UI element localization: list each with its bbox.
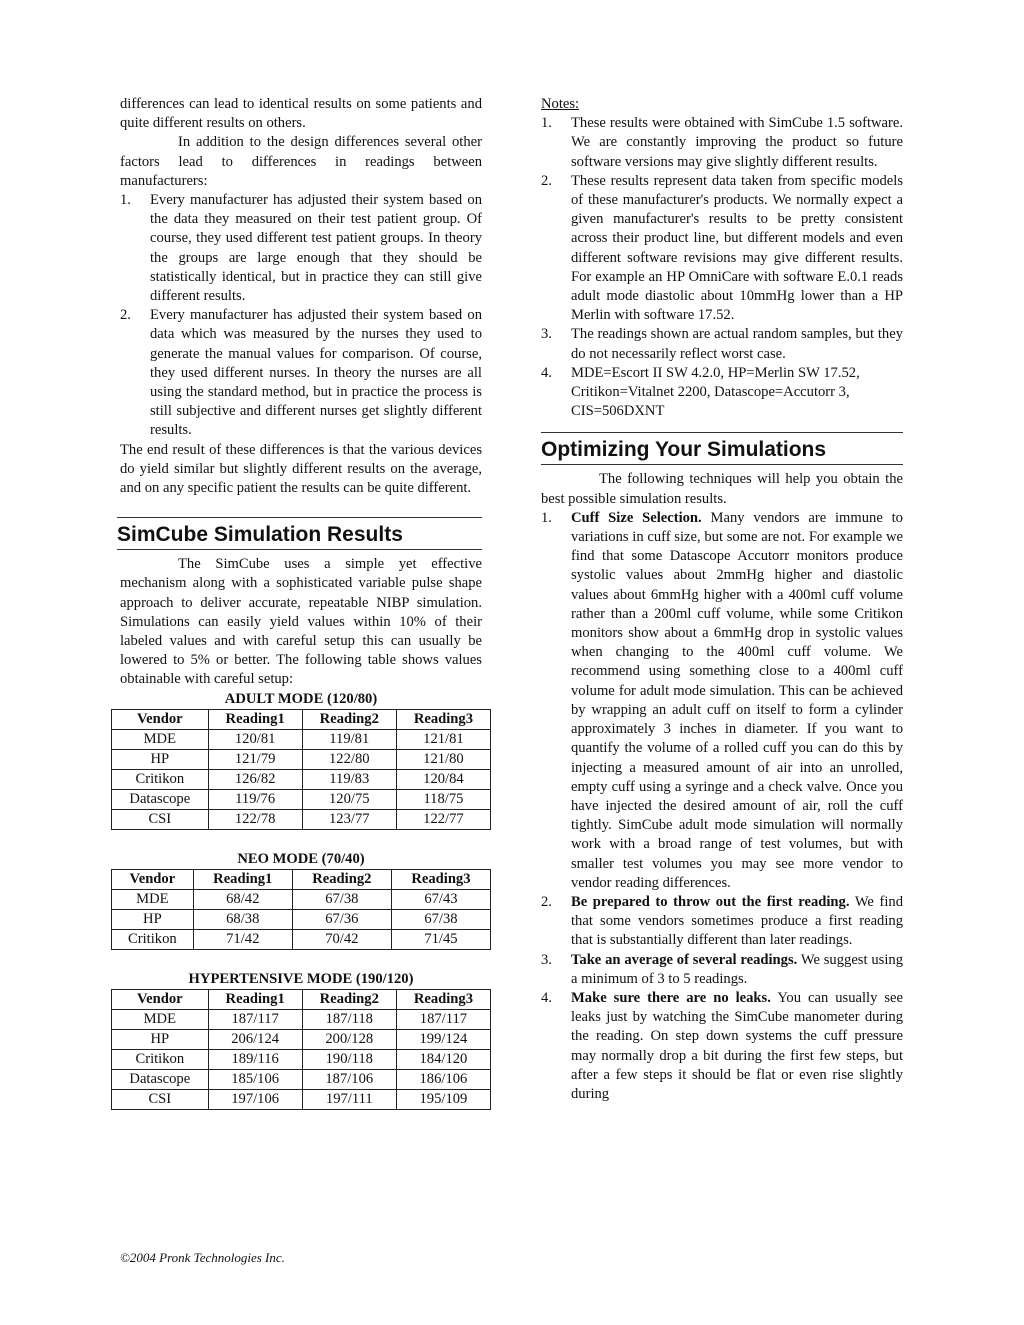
table-cell: 197/106: [208, 1090, 302, 1110]
results-table: [111, 709, 491, 830]
table-cell: HP: [112, 910, 194, 930]
tip-title: Be prepared to throw out the first reading.: [571, 893, 850, 910]
list-item: [120, 306, 482, 440]
list-number: 2.: [541, 172, 552, 189]
table-row: [112, 890, 491, 910]
notes-list: [541, 114, 903, 421]
table-cell: 67/38: [292, 890, 391, 910]
list-number: 3.: [541, 951, 552, 968]
list-text: The readings shown are actual random samples, but they do not necessarily reflect worst case.: [571, 326, 903, 362]
table-cell: HP: [112, 1030, 209, 1050]
tip-title: Take an average of several readings.: [571, 951, 798, 968]
results-table: [111, 869, 491, 950]
table-cell: 67/43: [391, 890, 490, 910]
table-cell: 185/106: [208, 1070, 302, 1090]
table-cell: Critikon: [112, 769, 209, 789]
notes-title: Notes:: [541, 96, 580, 112]
table-row: [112, 930, 491, 950]
list-text: These results were obtained with SimCube 1.5 software. We are constantly improving the product so future software versions may give slightly different results.: [571, 115, 903, 170]
table-cell: 120/84: [396, 769, 490, 789]
table-cell: CSI: [112, 809, 209, 829]
table-adult: [120, 690, 482, 830]
list-number: 2.: [541, 893, 552, 910]
list-number: 4.: [541, 989, 552, 1006]
table-cell: CSI: [112, 1090, 209, 1110]
table-cell: 195/109: [396, 1090, 490, 1110]
factors-paragraph: In addition to the design differences several other factors lead to differences in readings between manufacturers:: [120, 134, 482, 189]
table-caption: ADULT MODE (120/80): [224, 690, 378, 707]
column-header: Reading2: [292, 870, 391, 890]
table-cell: 68/38: [193, 910, 292, 930]
tips-list: [541, 509, 903, 1104]
table-cell: 122/78: [208, 809, 302, 829]
table-cell: 200/128: [302, 1030, 396, 1050]
table-cell: 120/81: [208, 729, 302, 749]
column-header: Reading1: [208, 709, 302, 729]
list-item: [541, 172, 903, 326]
list-text: Every manufacturer has adjusted their system based on the data they measured on their test patient group. Of course, they used different test patient groups. In theory the groups are large enough that they should be statistically identical, but in practice they can still give different results.: [150, 192, 482, 305]
right-column: [541, 95, 903, 1104]
table-cell: 190/118: [302, 1050, 396, 1070]
table-row: [112, 789, 491, 809]
table-cell: 126/82: [208, 769, 302, 789]
table-row: [112, 1030, 491, 1050]
table-row: [112, 1070, 491, 1090]
table-row: [112, 910, 491, 930]
list-number: 3.: [541, 326, 552, 343]
table-cell: 197/111: [302, 1090, 396, 1110]
table-row: [112, 1050, 491, 1070]
table-neo: [120, 850, 482, 950]
table-cell: 186/106: [396, 1070, 490, 1090]
table-header-row: [112, 990, 491, 1010]
footer-copyright: ©2004 Pronk Technologies Inc.: [120, 1250, 285, 1265]
table-cell: Critikon: [112, 930, 194, 950]
list-text: MDE=Escort II SW 4.2.0, HP=Merlin SW 17.52, Critikon=Vitalnet 2200, Datascope=Accutorr 3, CIS=506DXNT: [571, 364, 860, 420]
intro-paragraph: differences can lead to identical results on some patients and quite different results on others.: [120, 96, 482, 132]
table-cell: 187/118: [302, 1010, 396, 1030]
table-cell: 122/80: [302, 749, 396, 769]
list-item: [541, 509, 903, 893]
section-heading-optimizing: Optimizing Your Simulations: [541, 432, 903, 465]
table-cell: 71/45: [391, 930, 490, 950]
table-cell: 121/81: [396, 729, 490, 749]
end-result-paragraph: The end result of these differences is that the various devices do yield similar but slightly different results on the average, and on any specific patient the results can be quite different.: [120, 441, 482, 497]
table-row: [112, 749, 491, 769]
section-heading-results: SimCube Simulation Results: [117, 517, 482, 550]
table-caption: HYPERTENSIVE MODE (190/120): [188, 971, 414, 988]
table-cell: 189/116: [208, 1050, 302, 1070]
table-row: [112, 1010, 491, 1030]
table-cell: MDE: [112, 729, 209, 749]
list-number: 1.: [541, 509, 552, 526]
table-cell: 68/42: [193, 890, 292, 910]
table-cell: 123/77: [302, 809, 396, 829]
list-text: We find that some vendors sometimes produce a first reading that is substantially different than later readings.: [571, 893, 904, 949]
column-header: Vendor: [112, 990, 209, 1010]
list-item: [541, 364, 903, 422]
table-cell: Datascope: [112, 789, 209, 809]
list-item: [541, 989, 903, 1104]
table-cell: 121/79: [208, 749, 302, 769]
table-cell: Critikon: [112, 1050, 209, 1070]
column-header: Reading3: [391, 870, 490, 890]
table-cell: 119/83: [302, 769, 396, 789]
column-header: Reading1: [193, 870, 292, 890]
list-text: Many vendors are immune to variations in cuff size, but some are not. For example we find that some Datascope Accutorr monitors produce systolic values about 2mmHg higher and diastolic values about 6mmHg higher with a 400ml cuff volume rather than a 200ml cuff volume, while some Critikon monitors show about a 6mmHg drop in systolic values when changing to the 400ml cuff volume. We recommend using something close to a 400ml cuff volume for adult mode simulation. This can be achieved by wrapping an adult cuff on itself to form a cylinder approximately 3 inches in diameter. If you want to quantify the volume of a rolled cuff you can do this by injecting a measured amount of air into an unrolled, empty cuff using a syringe and a check valve. Once you have injected the desired amount of air, roll the cuff tightly. SimCube adult mode simulation will normally work with a broad range of test volumes, but with smaller test volumes you may see more vendor to vendor reading differences.: [571, 509, 903, 891]
optimizing-intro: The following techniques will help you obtain the best possible simulation results.: [541, 471, 903, 507]
list-item: [541, 893, 903, 951]
table-caption: NEO MODE (70/40): [237, 850, 365, 867]
table-cell: Datascope: [112, 1070, 209, 1090]
column-header: Reading3: [396, 709, 490, 729]
table-cell: 119/76: [208, 789, 302, 809]
list-text: You can usually see leaks just by watching the SimCube manometer during the reading. On step down systems the cuff pressure may normally drop a bit during the first few steps, but after a few steps it should be flat or even rise slightly during: [571, 989, 903, 1102]
table-header-row: [112, 870, 491, 890]
list-text: These results represent data taken from specific models of these manufacturer's products. We normally expect a given manufacturer's results to be pretty consistent across their product line, but different models and even different software revisions may give different results. For example an HP OmniCare with software E.0.1 reads adult mode diastolic about 10mmHg lower than a HP Merlin with software 17.52.: [571, 172, 903, 324]
table-cell: MDE: [112, 890, 194, 910]
table-cell: 122/77: [396, 809, 490, 829]
column-header: Vendor: [112, 709, 209, 729]
column-header: Reading2: [302, 709, 396, 729]
table-cell: 121/80: [396, 749, 490, 769]
tip-title: Make sure there are no leaks.: [571, 989, 771, 1006]
list-item: [541, 325, 903, 363]
table-cell: 71/42: [193, 930, 292, 950]
column-header: Reading3: [396, 990, 490, 1010]
table-cell: 184/120: [396, 1050, 490, 1070]
factors-list: [120, 191, 482, 441]
table-cell: MDE: [112, 1010, 209, 1030]
simulation-paragraph: The SimCube uses a simple yet effective mechanism along with a sophisticated variable pulse shape approach to deliver accurate, repeatable NIBP simulation. Simulations can easily yield values within 10% of their labeled values and with careful setup this can usually be lowered to 5% or better. The following table shows values obtainable with careful setup:: [120, 556, 482, 688]
table-cell: 187/106: [302, 1070, 396, 1090]
results-table: [111, 989, 491, 1110]
list-number: 1.: [541, 115, 552, 132]
list-item: [541, 114, 903, 172]
table-cell: HP: [112, 749, 209, 769]
list-text: We suggest using a minimum of 3 to 5 readings.: [571, 951, 903, 987]
list-text: Every manufacturer has adjusted their system based on data which was measured by the nurses they used to generate the manual values for comparison. Of course, they used different nurses. In theory the nurses are all using the standard method, but in practice the process is still subjective and different nurses get slightly different results.: [150, 307, 482, 439]
list-number: 1.: [120, 192, 131, 209]
list-item: [541, 951, 903, 989]
table-row: [112, 809, 491, 829]
list-item: [120, 191, 482, 306]
table-cell: 118/75: [396, 789, 490, 809]
table-cell: 119/81: [302, 729, 396, 749]
table-header-row: [112, 709, 491, 729]
table-cell: 187/117: [208, 1010, 302, 1030]
table-cell: 206/124: [208, 1030, 302, 1050]
table-hypertensive: [120, 970, 482, 1110]
tip-title: Cuff Size Selection.: [571, 509, 702, 526]
table-cell: 199/124: [396, 1030, 490, 1050]
left-column: [117, 95, 482, 1110]
table-row: [112, 1090, 491, 1110]
column-header: Vendor: [112, 870, 194, 890]
table-row: [112, 769, 491, 789]
table-cell: 120/75: [302, 789, 396, 809]
column-header: Reading2: [302, 990, 396, 1010]
table-cell: 187/117: [396, 1010, 490, 1030]
list-number: 4.: [541, 364, 552, 381]
column-header: Reading1: [208, 990, 302, 1010]
table-row: [112, 729, 491, 749]
table-cell: 70/42: [292, 930, 391, 950]
table-cell: 67/36: [292, 910, 391, 930]
table-cell: 67/38: [391, 910, 490, 930]
list-number: 2.: [120, 307, 131, 324]
